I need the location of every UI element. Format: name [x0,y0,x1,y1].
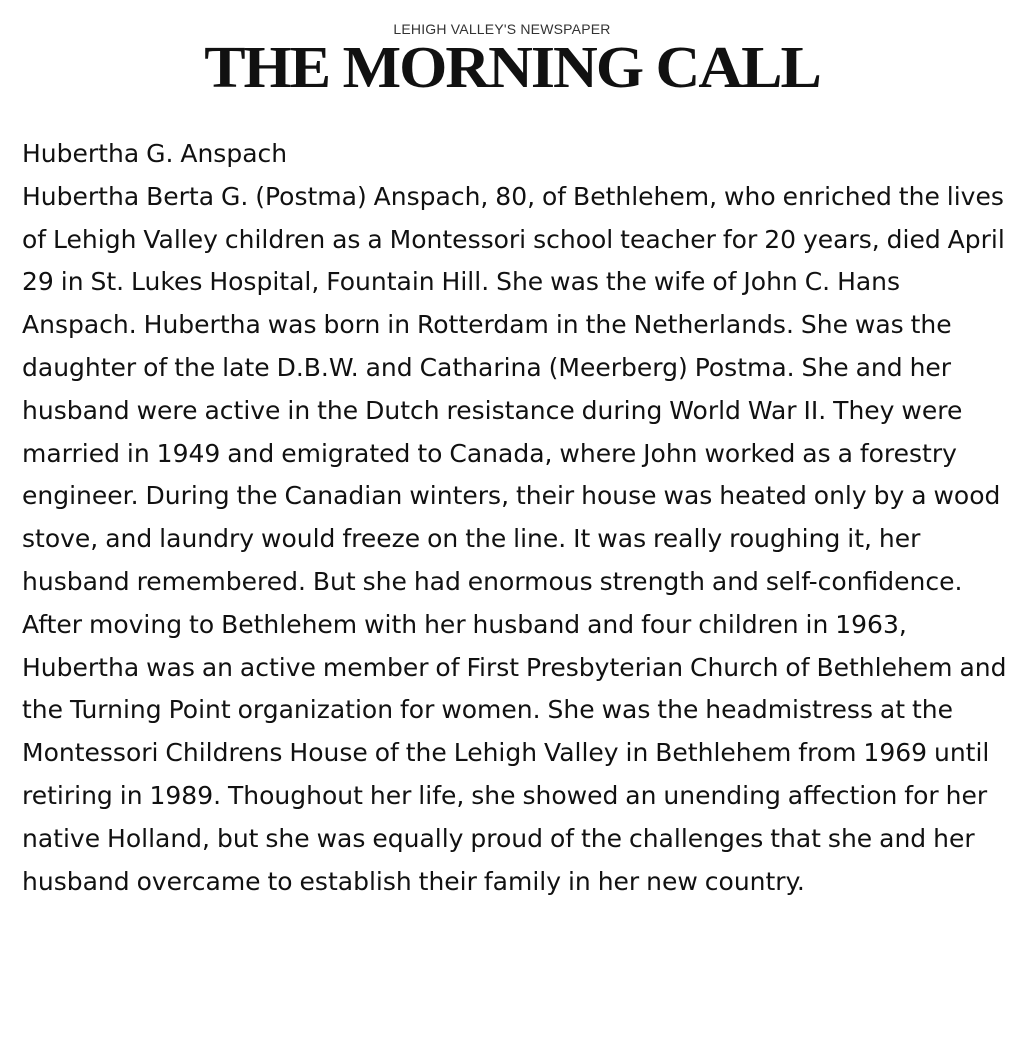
obituary-article [22,133,1007,903]
article-body: Hubertha Berta G. (Postma) Anspach, 80, of Bethlehem, who enriched the lives of Lehigh Valley children as a Montessori school teacher for 20 years, died April 29 in St. Lukes Hospital, Fountain Hill. She was the wife of John C. Hans Anspach. Hubertha was born in Rotterdam in the Netherlands. She was the daughter of the late D.B.W. and Catharina (Meerberg) Postma. She and her husband were active in the Dutch resistance during World War II. They were married in 1949 and emigrated to Canada, where John worked as a forestry engineer. During the Canadian winters, their house was heated only by a wood stove, and laundry would freeze on the line. It was really roughing it, her husband remembered. But she had enormous strength and self-confidence. After moving to Bethlehem with her husband and four children in 1963, Hubertha was an active member of First Presbyterian Church of Bethlehem and the Turning Point organization for women. She was the headmistress at the Montessori Childrens House of the Lehigh Valley in Bethlehem from 1969 until retiring in 1989. Thoughout her life, she showed an unending affection for her native Holland, but she was equally proud of the challenges that she and her husband overcame to establish their family in her new country. [22,181,1007,896]
newspaper-masthead [0,18,1024,101]
newspaper-title: THE MORNING CALL [204,35,820,101]
masthead-kicker: LEHIGH VALLEY'S NEWSPAPER [393,21,611,37]
article-headline: Hubertha G. Anspach [22,139,288,168]
